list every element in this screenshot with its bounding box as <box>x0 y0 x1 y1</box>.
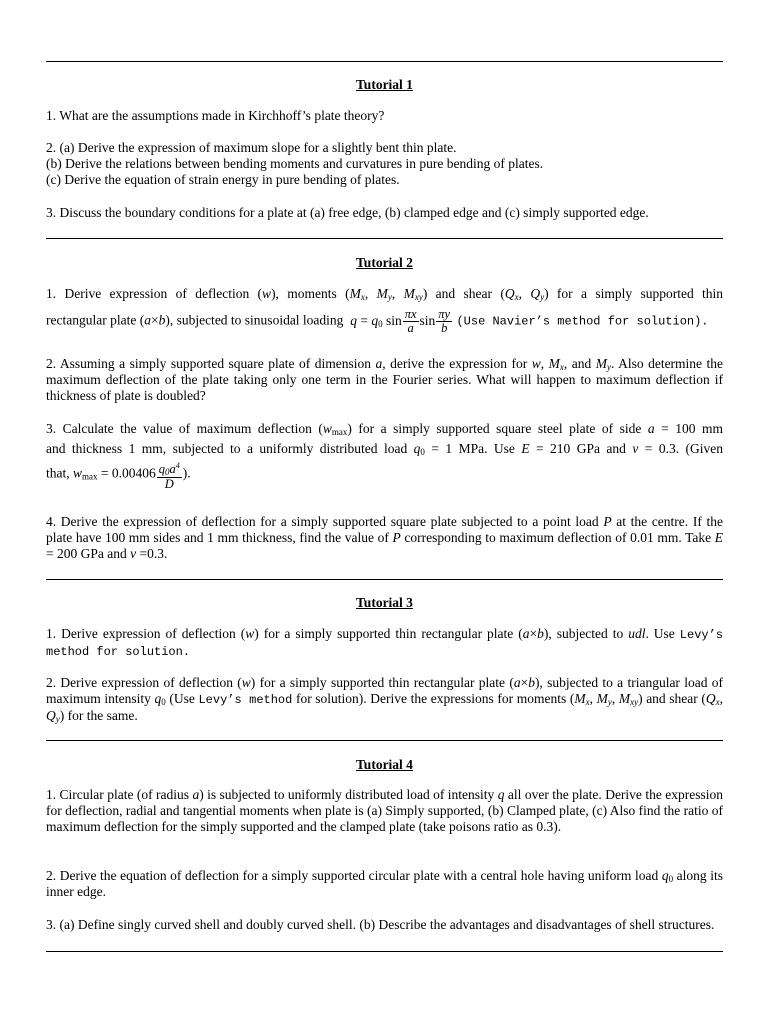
tutorial-3-question-1: 1. Derive expression of deflection (w) for a simply supported thin rectangular plate (a×b), subjected to udl. Use Levy’s method for solution. <box>46 626 724 660</box>
tutorial-2-question-2: 2. Assuming a simply supported square plate of dimension a, derive the expression for w, $M_x$, and $M_y$. Also determine the maximum deflection of the plate taking only one term in the Fourier series. What will happen to maximum deflection if thickness of plate is doubled? <box>46 356 724 404</box>
tutorial-2-question-4: 4. Derive the expression of deflection for a simply supported square plate subjected to a point load P at the centre. If the plate have 100 mm sides and 1 mm thickness, find the value of P corresponding to maximum deflection of 0.01 mm. Take E = 200 GPa and ν =0.3. <box>46 514 723 562</box>
tutorial-4-heading: Tutorial 4 <box>356 757 413 772</box>
tutorial-2-heading: Tutorial 2 <box>356 255 413 270</box>
divider-line <box>46 951 723 952</box>
tutorial-2-question-3: 3. Calculate the value of maximum deflection $(w_{max})$ for a simply supported square steel plate of side a = 100 mm and thickness 1 mm, subjected to a uniformly distributed load $q_0 = 1$ MPa. Use E = 210 GPa and ν = 0.3. (Given that, $w_{max} = 0.00406$ $\frac{q_0a^4}{D}$ ). <box>46 421 723 491</box>
wmax-formula: that, $w_{max} = 0.00406$ $\frac{q_0a^4}{D}$ ). <box>46 461 191 491</box>
tutorial-1-question-2: 2. (a) Derive the expression of maximum slope for a slightly bent thin plate. (b) Derive the relations between bending moments and curvatures in pure bending of plates. (c) Derive the equation of strain energy in pure bending of plates. <box>46 140 544 188</box>
tutorial-1-question-1: 1. What are the assumptions made in Kirchhoff’s plate theory? <box>46 108 385 123</box>
tutorial-1-heading: Tutorial 1 <box>356 77 413 92</box>
sinusoidal-load-formula: $q = q_0$ sin $\frac{\pi x}{a}$ sin $\frac{\pi y}{b}$ <box>350 307 451 336</box>
divider-line <box>46 579 723 580</box>
tutorial-4-question-3: 3. (a) Define singly curved shell and doubly curved shell. (b) Describe the advantages and disadvantages of shell structures. <box>46 917 715 932</box>
tutorial-1-question-3: 3. Discuss the boundary conditions for a plate at (a) free edge, (b) clamped edge and (c) simply supported edge. <box>46 205 649 220</box>
tutorial-4-question-1: 1. Circular plate (of radius a) is subjected to uniformly distributed load of intensity q all over the plate. Derive the expression for deflection, radial and tangential moments when plate is (a) Simply supported, (b) Clamped plate, (c) Also find the ratio of maximum deflection for the simply supported and the clamped plate (take poisons ratio as 0.3). <box>46 787 723 835</box>
divider-line <box>46 238 723 239</box>
tutorial-3-heading: Tutorial 3 <box>356 595 413 610</box>
tutorial-3-question-2: 2. Derive expression of deflection (w) for a simply supported thin rectangular plate (a×b), subjected to a triangular load of maximum intensity $q_0$ (Use Levy’s method for solution). Derive the expressions for moments ($M_x$, $M_y$, $M_{xy}$) and shear ($Q_x$, $Q_y$) for the same. <box>46 675 724 725</box>
divider-line <box>46 740 723 741</box>
tutorial-2-question-1: 1. Derive expression of deflection (w), moments ($M_x$, $M_y$, $M_{xy}$) and shear ($Q_x$, $Q_y$) for a simply supported thin rectangular plate (a×b), subjected to sinusoidal loading $q = q_0$ sin $\frac{\pi x}{a}$ sin $\frac{\pi y}{b}$ (Use Navier’s method for solution). <box>46 286 724 336</box>
divider-line <box>46 61 723 62</box>
tutorial-4-question-2: 2. Derive the equation of deflection for a simply supported circular plate with a central hole having uniform load $q_0$ along its inner edge. <box>46 868 723 900</box>
